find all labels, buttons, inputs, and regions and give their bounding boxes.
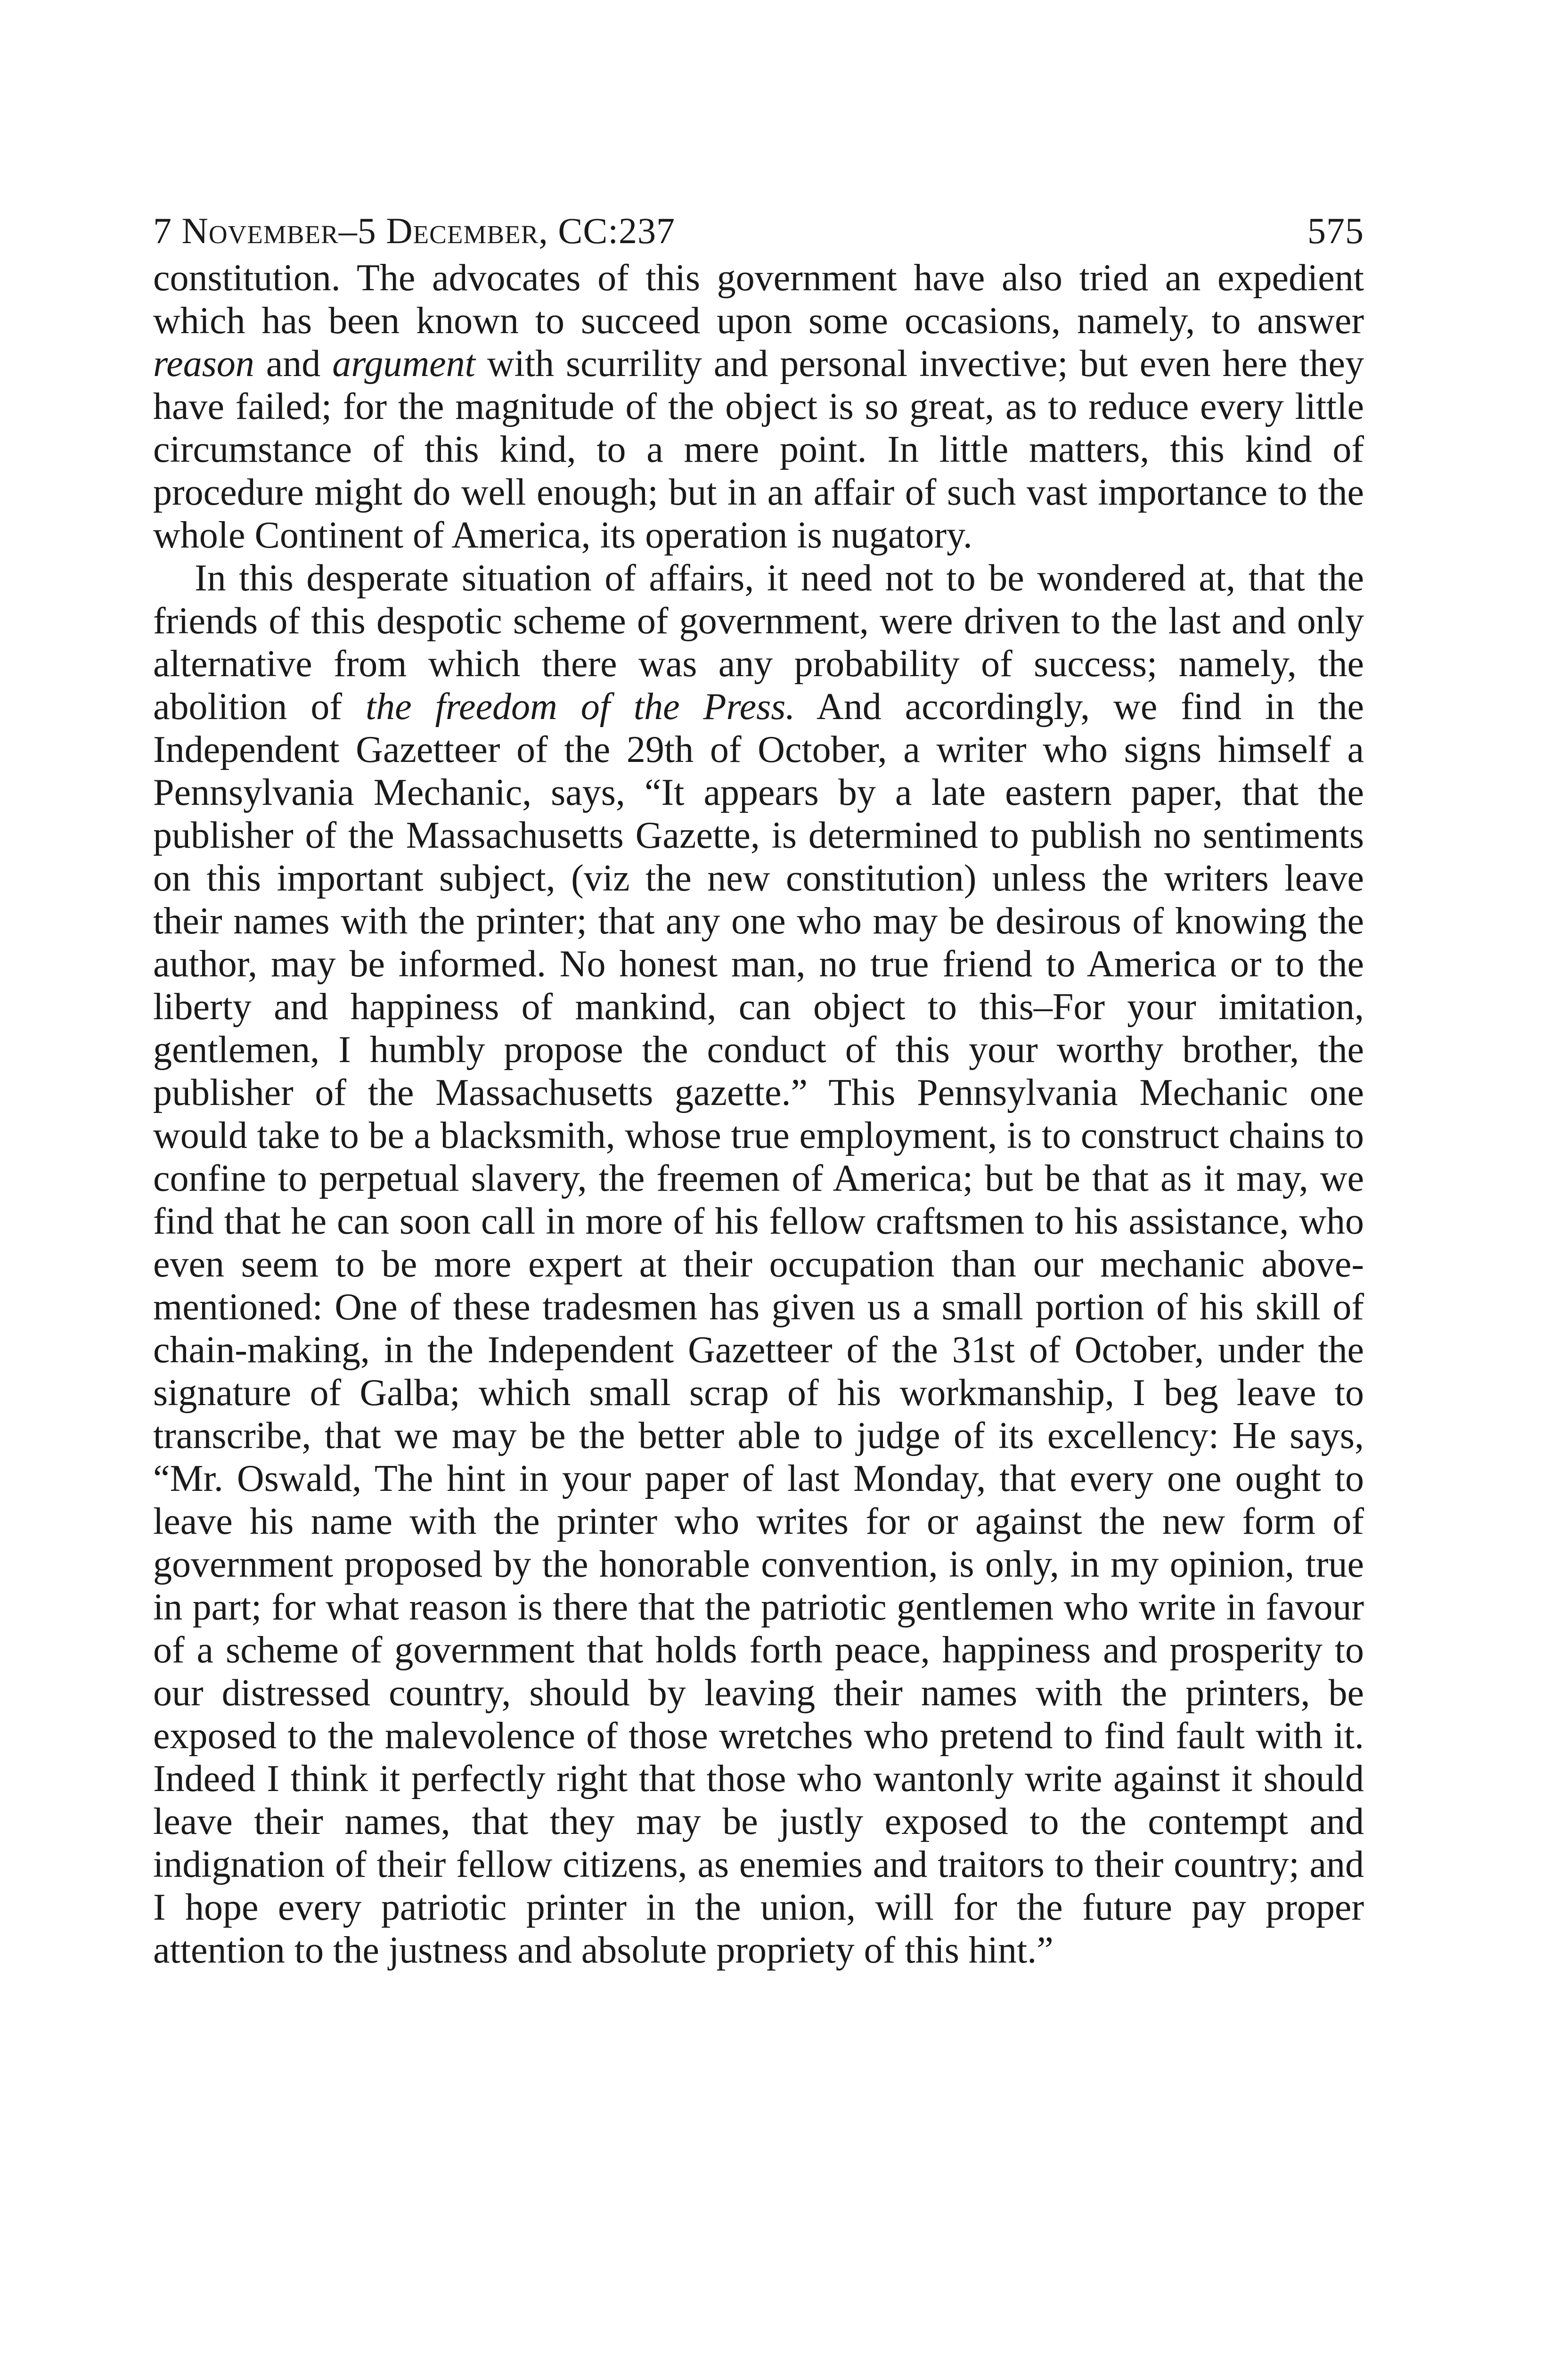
body-text — [153, 257, 1364, 1972]
paragraph-1-text-c: with scurrility and personal invective; but even here they have failed; for the magnitude of the object is so great, as to reduce every little circumstance of this kind, to a mere point. In little matters, this kind of procedure might do well enough; but in an affair of such vast importance to the whole Continent of America, its operation is nugatory. — [153, 343, 1364, 556]
document-page — [153, 205, 1364, 1972]
paragraph-1-italic-reason: reason — [153, 343, 254, 384]
paragraph-2-text-a: In this desperate situation of affairs, it need not to be wondered at, that the friends of this despotic scheme of government, were driven to the last and only alternative from which there was any probability of success; namely, the abolition of — [153, 557, 1364, 728]
paragraph-2 — [153, 557, 1364, 1972]
running-head — [153, 205, 1364, 257]
paragraph-1 — [153, 257, 1364, 557]
running-head-title — [153, 205, 675, 257]
paragraph-1-italic-argument: argument — [332, 343, 475, 384]
running-head-date-start: 7 — [153, 210, 182, 251]
running-head-document-id: CC:237 — [548, 210, 676, 251]
paragraph-2-text-b: And accordingly, we find in the Independent Gazetteer of the 29th of October, a writer who signs himself a Pennsylvania Mechanic, says, “It appears by a late eastern paper, that the publisher of the Massachusetts Gazette, is determined to publish no sentiments on this important subject, (viz the new constitution) unless the writers leave their names with the printer; that any one who may be desirous of knowing the author, may be informed. No honest man, no true friend to America or to the liberty and happiness of mankind, can object to this–For your imitation, gentlemen, I humbly propose the conduct of this your worthy brother, the publisher of the Massachusetts gazette.” This Pennsylvania Mechanic one would take to be a blacksmith, whose true employment, is to construct chains to confine to perpetual slavery, the freemen of America; but be that as it may, we find that he can soon call in more of his fellow craftsmen to his assistance, who even seem to be more expert at their occupation than our mechanic above-mentioned: One of these tradesmen has given us a small portion of his skill of chain-making, in the Independent Gazetteer of the 31st of October, under the signature of Galba; which small scrap of his workmanship, I beg leave to transcribe, that we may be the better able to judge of its excellency: He says, “Mr. Oswald, The hint in your paper of last Monday, that every one ought to leave his name with the printer who writes for or against the new form of government proposed by the honorable convention, is only, in my opinion, true in part; for what reason is there that the patriotic gentlemen who write in favour of a scheme of government that holds forth peace, happiness and prosperity to our distressed country, should by leaving their names with the printers, be exposed to the malevolence of those wretches who pretend to find fault with it. Indeed I think it perfectly right that those who wantonly write against it should leave their names, that they may be justly exposed to the contempt and indignation of their fellow citizens, as enemies and traitors to their country; and I hope every patriotic printer in the union, will for the future pay proper attention to the justness and absolute propriety of this hint.” — [153, 686, 1364, 1971]
paragraph-2-italic-freedom-of-press: the freedom of the Press. — [365, 686, 795, 728]
paragraph-1-text-b: and — [254, 343, 333, 384]
page-number: 575 — [1307, 210, 1364, 251]
running-head-date-range: November–5 December, — [181, 210, 548, 251]
paragraph-1-text-a: constitution. The advocates of this government have also tried an expedient which has been known to succeed upon some occasions, namely, to answer — [153, 257, 1364, 342]
